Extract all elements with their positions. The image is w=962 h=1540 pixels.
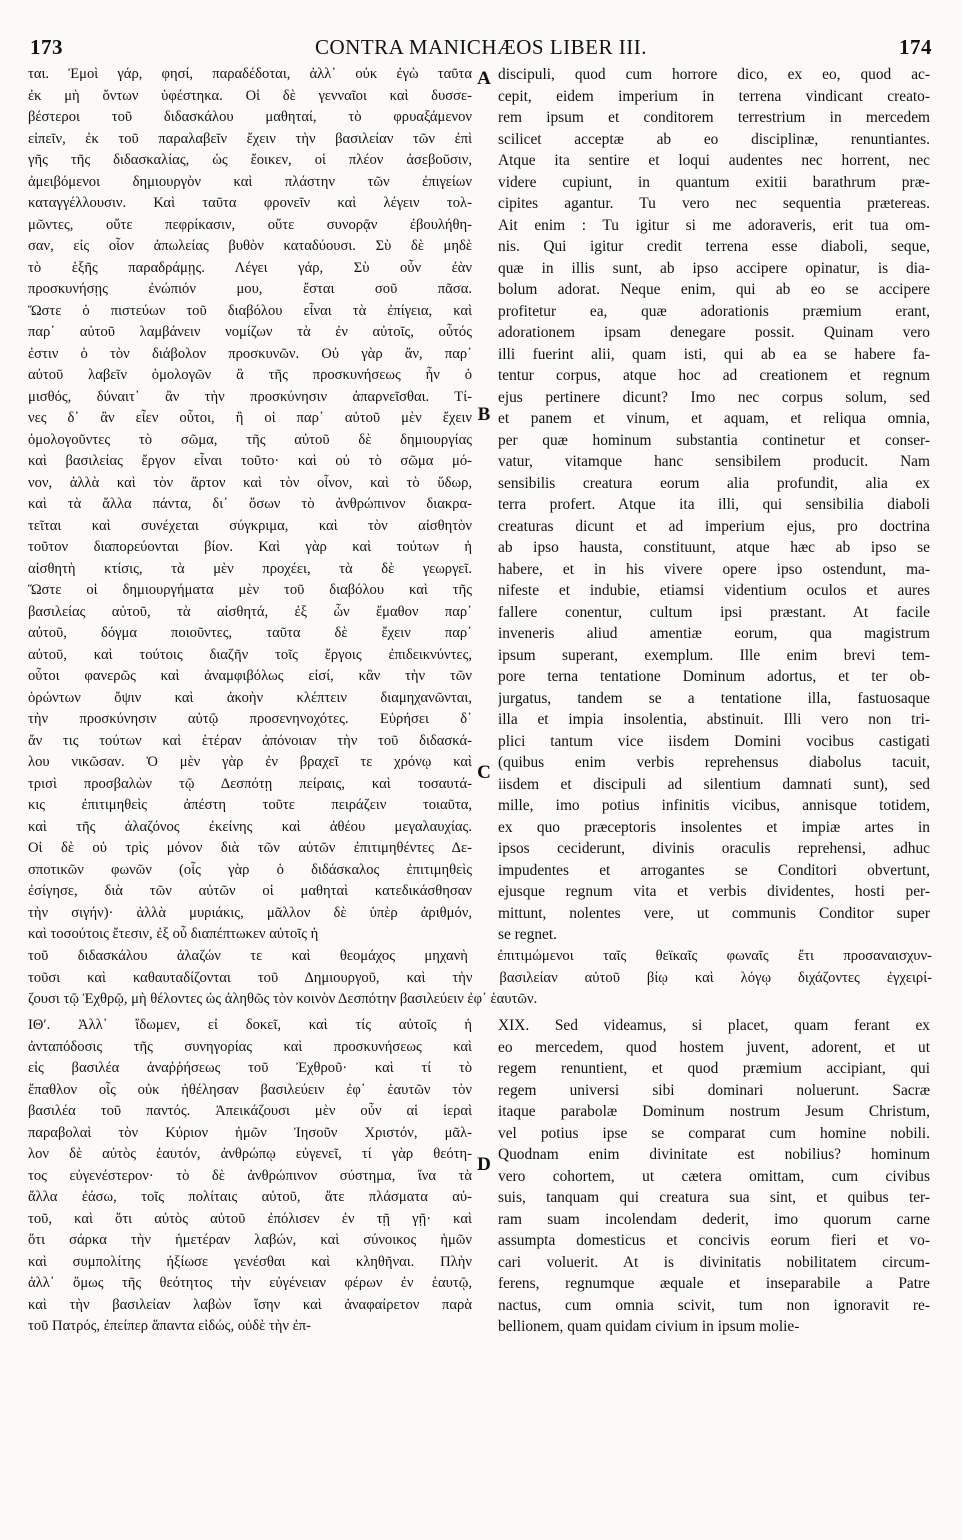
greek-text-line: τρισὶ προσβαλὼν τῷ Δεσπότῃ πείραις, καὶ τοσαυτά- (28, 775, 472, 792)
latin-text-line: quæ in illis sunt, ab ipso accipere opinatur, is dia- (498, 259, 930, 277)
latin-text-line: ejus pertinere dicunt? Imo nec corpus solum, sed (498, 388, 930, 406)
greek-text-line: τὴν προσκύνησιν αὐτῷ προσενηνοχότες. Εὑρήσει δ᾿ (28, 711, 472, 727)
running-header (30, 35, 932, 61)
greek-text-line: τοῦσι καὶ καθαυταδίζονται τοῦ Δημιουργοῦ, καὶ τὴν βασιλείαν αὐτοῦ βίῳ καὶ λόγῳ διχάζοντες ἐγχειρί- (28, 969, 932, 986)
greek-text-line: οὗτοι φανερῶς καὶ ἀναμφιβόλως εἰσί, κἂν τὴν τῶν (28, 668, 472, 684)
latin-text-line: regem universi sibi dominari noluerunt. Sacræ (498, 1081, 930, 1099)
greek-text-line: νες δ᾿ ἂν εἶεν οὗτοι, ἢ οἱ παρ᾿ αὐτοῦ μὲν ἔχειν (28, 410, 472, 426)
latin-text-line: (quibus enim verbis reprehensus diabolus tacuit, (498, 754, 930, 771)
greek-text-line: ΙΘʹ. Ἀλλ᾿ ἴδωμεν, εἰ δοκεῖ, καὶ τίς αὐτοῖς ἡ (28, 1017, 472, 1033)
latin-text-line: mille, imo potius infinitis vicibus, annisque totidem, (498, 797, 930, 814)
latin-text-line: nactus, cum omnia scivit, tum non ignoravit re- (498, 1296, 930, 1314)
latin-text-line: plici tantum vice iisdem Domini vocibus castigati (498, 732, 930, 750)
latin-text-line: mittunt, nolentes vere, ut communis Conditor super (498, 904, 930, 922)
latin-text-line: discipuli, quod cum horrore dico, ex eo, quod ac- (498, 66, 930, 83)
section-marker-b: B (477, 404, 491, 425)
latin-text-line: scilicet acceptæ ab eo disciplinæ, renuntiantes. (498, 130, 930, 148)
latin-text-line: cepit, eidem imperium in terrena vindicant creato- (498, 87, 930, 105)
latin-text-line: Quodnam enim divinitate est nobilius? hominum (498, 1146, 930, 1163)
latin-text-line: profitetur ea, quæ adorationis præmium erant, (498, 302, 930, 320)
greek-text-line: Ὥστε ὁ πιστεύων τοῦ διαβόλου εἶναι τὰ ἐπίγεια, καὶ (28, 302, 472, 319)
page-number-left: 173 (30, 35, 63, 59)
latin-text-line: tentur corpus, atque hoc ad creationem et regnum (498, 367, 930, 384)
greek-text-line: καταγγέλλουσιν. Καὶ ταῦτα φρονεῖν καὶ λέγειν τολ- (28, 195, 472, 211)
greek-text-line: αἰσθητὴ κτίσις, τὰ μὲν προχέει, τὰ δὲ γεωργεῖ. (28, 560, 472, 577)
latin-text-line: fallere conentur, cultum ipsi præstant. At facile (498, 603, 930, 621)
latin-text-line: vero cohortem, ut cætera omittam, cum civibus (498, 1167, 930, 1185)
greek-text-line: καὶ τῆς ἀλαζόνος ἐκείνης καὶ ἀθέου μεγαλαυχίας. (28, 818, 472, 835)
latin-text-line: et panem et vinum, et aquam, et reliqua omnia, (498, 410, 930, 427)
latin-text-line: illi fuerint alii, quam isti, qui ab ea se habere fa- (498, 345, 930, 363)
greek-text-line: λου νικῶσαν. Ὁ μὲν γὰρ ἐν βραχεῖ τε χρόνῳ καὶ (28, 754, 472, 770)
greek-text-line: Ὥστε οἱ δημιουργήματα μὲν τοῦ διαβόλου καὶ τῆς (28, 582, 472, 598)
latin-text-line: Atque ita sentire et loqui audentes nec horrent, nec (498, 152, 930, 169)
greek-column-top (28, 64, 472, 946)
latin-text-line: regem renuntient, et quod præmium accipiant, qui (498, 1060, 930, 1077)
latin-text-line: habere, et in his vivere opere ipso ostendunt, ma- (498, 560, 930, 578)
latin-text-line: impudentes et arrogantes se Conditori obvertunt, (498, 861, 930, 879)
section-marker-d: D (477, 1154, 491, 1175)
greek-text-line: ὅτι σάρκα τὴν ἡμετέραν λαβών, καὶ σύνοικος ἡμῶν (28, 1232, 472, 1248)
latin-text-line: ram suam incolendam dederit, imo quorum carne (498, 1210, 930, 1228)
greek-text-line: ὁμολογοῦντες τὸ σῶμα, τῆς αὐτοῦ δὲ δημιουργίας (28, 431, 472, 448)
latin-text-line: vel potius ipse se comparat cum homine nobili. (498, 1124, 930, 1142)
latin-text-line: nifeste et indubie, etiamsi videntium oculos et aures (498, 582, 930, 599)
latin-text-line: nis. Qui igitur credit terrena esse diaboli, seque, (498, 238, 930, 255)
latin-text-line: sensibilis creatura eorum alia profundit, alia ex (498, 474, 930, 492)
greek-text-line: ἐκ μὴ ὄντων ὑφέστηκα. Οἱ δὲ γενναῖοι καὶ δυσσε- (28, 87, 472, 104)
greek-text-line: τος εὐγενέστερον· τὸ δὲ ἀνθρώπινον σύστημα, ἵνα τὰ (28, 1167, 472, 1184)
latin-text-line: videre cupiunt, in quantum exitii barathrum præ- (498, 173, 930, 191)
greek-text-line: ἄλλα ἐάσω, τοῖς πολίταις αὐτοῦ, ἅτε πλάσματα αὐ- (28, 1189, 472, 1205)
greek-text-line: τεῖται καὶ συνέχεται σύγκριμα, καὶ τὸν αἰσθητὸν (28, 517, 472, 534)
greek-text-line: σποτικῶν φωνῶν (οἷς γὰρ ὁ διδάσκαλος ἐπιτιμηθεὶς (28, 861, 472, 878)
greek-text-line: εἰπεῖν, ἐκ τοῦ παραλαβεῖν ἔχειν τὴν βασιλείαν τῶν ἐπὶ (28, 130, 472, 147)
latin-text-line: jurgatus, tandem se a tentatione illa, fastuosaque (498, 689, 930, 707)
greek-text-line: αὐτοῦ λαβεῖν ὁμολογῶν ἃ τῆς προσκυνήσεως ἦν ὁ (28, 367, 472, 383)
greek-text-line: ἄν τις τούτων καὶ ἑτέραν ἀπόνοιαν τὴν τοῦ διδασκά- (28, 732, 472, 749)
greek-text-line: τοῦ, καὶ ὅτι αὐτὸς αὐτοῦ ἐπόλισεν ἐν τῇ γῇ· καὶ (28, 1210, 472, 1227)
greek-text-line: καὶ τὰ ἄλλα πάντα, δι᾿ ὅσων τὸ ἀνθρώπινον διακρα- (28, 496, 472, 512)
latin-text-line: ipsos ceciderunt, divinis oraculis reprehensi, adhuc (498, 840, 930, 857)
greek-text-line: καὶ τὴν βασιλείαν λαβὼν ἴσην καὶ ἀναφαίρετον παρὰ (28, 1296, 472, 1313)
latin-text-line: adorationem ipsam denegare possit. Quinam vero (498, 324, 930, 341)
latin-column-bottom (498, 1015, 930, 1338)
latin-text-line: se regnet. (498, 926, 557, 943)
greek-text-line: βέστεροι τοῦ διδασκάλου μαθηταί, τὸ φρυαξάμενον (28, 109, 472, 125)
greek-text-line: παραβολαὶ τὸν Κύριον ἡμῶν Ἰησοῦν Χριστόν, μᾶλ- (28, 1124, 472, 1141)
greek-text-line: καὶ βασιλείας ἔργον εἶναι τοῦτο· καὶ οὐ τὸ σῶμα μό- (28, 453, 472, 469)
greek-text-line: παρ᾿ αὐτοῦ λαμβάνειν νομίζων τὰ ἐν αὐτοῖς, οὗτός (28, 324, 472, 340)
latin-text-line: itaque parabolæ Dominum nostrum Jesum Christum, (498, 1103, 930, 1120)
greek-text-line: ἀμειβόμενοι δημιουργὸν καὶ πλάστην τῶν ἐπιγείων (28, 173, 472, 190)
latin-text-line: Ait enim : Tu igitur si me adoraveris, erit tua om- (498, 216, 930, 234)
greek-text-line: ζουσι τῷ Ἐχθρῷ, μὴ θέλοντες ὡς ἀληθῶς τὸν κοινὸν Δεσπότην βασιλεύειν ἐφ᾿ ἑαυτῶν. (28, 991, 538, 1007)
greek-text-line: βασιλείας αὐτοῦ, τὰ αἰσθητά, ἐξ ὧν ἔμαθον παρ᾿ (28, 603, 472, 620)
greek-text-line: βασιλέα τοῦ παντός. Ἀπεικάζουσι μὲν οὖν αἱ ἱεραὶ (28, 1103, 472, 1119)
greek-text-line: τοῦ διδασκάλου ἀλαζών τε καὶ θεομάχος μηχανὴ ἐπιτιμώμενοι ταῖς θεϊκαῖς φωναῖς ἔτι προσαναισχυν- (28, 948, 932, 964)
greek-text-line: προσκυνήσῃς ἐνώπιόν μου, ἔσται σοῦ πᾶσα. (28, 281, 472, 297)
greek-text-line: τὴν σιγήν)· ἀλλὰ μυριάκις, μᾶλλον δὲ ὑπὲρ ἀριθμόν, (28, 904, 472, 921)
latin-text-line: inveneris aliud amentiæ eorum, qua magistrum (498, 625, 930, 642)
greek-text-line: αὐτοῦ, δόγμα ποιοῦντες, ταῦτα δὲ ἔχειν παρ᾿ (28, 625, 472, 641)
greek-text-line: τοῦ Πατρός, ἐπείπερ ἅπαντα εἰδώς, οὐδὲ τὴν ἐπ- (28, 1318, 312, 1334)
greek-text-line: ται. Ἐμοὶ γάρ, φησί, παραδέδοται, ἀλλ᾿ οὐκ ἐγὼ ταῦτα (28, 66, 472, 82)
latin-text-line: ab ipso hausta, constituunt, atque hæc ab ipso se (498, 539, 930, 556)
latin-text-line: eo mercedem, quod hostem juvent, adorent, et ut (498, 1038, 930, 1056)
latin-text-line: vatur, vitamque hanc sensibilem producit. Nam (498, 453, 930, 470)
greek-text-line: ἔπαθλον οἷς οὐκ ἠθέλησαν βασιλεύειν ἐφ᾿ ἑαυτῶν τὸν (28, 1081, 472, 1098)
greek-text-line: Οἱ δὲ οὐ τρὶς μόνον διὰ τῶν αὐτῶν ἐπιτιμηθέντες Δε- (28, 840, 472, 856)
latin-text-line: bolum adorat. Neque enim, qui ab eo se accipere (498, 281, 930, 298)
full-width-greek-paragraph (28, 946, 932, 1011)
greek-text-line: αὐτοῦ, καὶ τούτοις διαζῆν τοῖς ἔργοις ἐπιδεικνύντες, (28, 646, 472, 663)
greek-text-line: ἐσίγησε, διὰ τῶν αὐτῶν οἱ μαθηταὶ κατεδικάσθησαν (28, 883, 472, 899)
latin-text-line: illa et impia insolentia, abstinuit. Illi vero non tri- (498, 711, 930, 728)
greek-text-line: λον δὲ αὐτὸς ἑαυτόν, ἀνθρώπῳ εὐγενεῖ, τί γὰρ θεότη- (28, 1146, 472, 1162)
greek-column-bottom (28, 1015, 472, 1338)
greek-text-line: σαν, εἰς οἷον ἀπωλείας βυθὸν καταδύουσι. Σὺ δὲ μηδὲ (28, 238, 472, 254)
greek-text-line: καὶ συμπολίτης ἠξίωσε γενέσθαι καὶ κληθῆναι. Πλὴν (28, 1253, 472, 1270)
greek-text-line: κις ἐπιτιμηθεὶς ἀπέστη τοῦτε πειράζειν τοιαῦτα, (28, 797, 472, 813)
section-marker-c: C (477, 762, 491, 783)
greek-text-line: ἐστιν ὁ τὸν διάβολον προσκυνῶν. Οὐ γὰρ ἄν, παρ᾿ (28, 345, 472, 362)
latin-text-line: ferens, regnumque æquale et inseparabile a Patre (498, 1275, 930, 1292)
latin-text-line: XIX. Sed videamus, si placet, quam ferant ex (498, 1017, 930, 1034)
latin-text-line: creaturas dicunt et ad imperium ejus, pro doctrina (498, 517, 930, 535)
greek-text-line: καὶ τοσούτοις ἔτεσιν, ἐξ οὗ διαπέπτωκεν αὐτοῖς ἡ (28, 926, 319, 942)
latin-text-line: assumpta domesticus et concivis eorum fieri et vo- (498, 1232, 930, 1249)
latin-text-line: bellionem, quam quidam civium in ipsum molie- (498, 1318, 800, 1335)
greek-text-line: μῶντες, οὔτε πεφρίκασιν, οὔτε συνορᾷν ἐβουλήθη- (28, 216, 472, 233)
greek-text-line: τοῦτον διαπορεύονται βίον. Καὶ γὰρ καὶ τούτων ἡ (28, 539, 472, 555)
section-marker-a: A (477, 68, 491, 89)
latin-text-line: suis, tanquam qui creatura sua sint, et quibus ter- (498, 1189, 930, 1206)
latin-text-line: terra profert. Atque ita illi, qui sensibilia diaboli (498, 496, 930, 513)
running-title: CONTRA MANICHÆOS LIBER III. (314, 35, 647, 59)
latin-text-line: ex quo præceptoris insolentes et impiæ artes in (498, 818, 930, 836)
greek-text-line: ἀλλ᾿ ὅμως τῆς θεότητος τὴν εὐγένειαν φέρων ἐν ἑαυτῷ, (28, 1275, 472, 1291)
latin-column-top (498, 64, 930, 946)
latin-text-line: cari voluerit. At is divinitatis nobilitatem circum- (498, 1253, 930, 1271)
latin-text-line: per quæ hominum substantia continetur et conser- (498, 431, 930, 449)
latin-text-line: ejusque regnum vita et verbis dividentes, hosti per- (498, 883, 930, 900)
greek-text-line: ὁρώντων ὄψιν καὶ ἀκοὴν κλέπτειν διαμηχανῶνται, (28, 689, 472, 706)
greek-text-line: εἰς βασιλέα ἀναῤῥήσεως τοῦ Ἐχθροῦ· καὶ τί τὸ (28, 1060, 472, 1076)
latin-text-line: iisdem et discipuli ad silentium damnati sunt), sed (498, 775, 930, 793)
greek-text-line: ἀνταπόδοσις τῆς συνηγορίας καὶ προσκυνήσεως καὶ (28, 1038, 472, 1055)
greek-text-line: νον, ἀλλὰ καὶ τὸν ἄρτον καὶ τὸν οἶνον, καὶ τὸ ὕδωρ, (28, 474, 472, 491)
greek-text-line: μισθός, δύναιτ᾿ ἂν τὴν προσκύνησιν ἀπαρνεῖσθαι. Τί- (28, 388, 472, 405)
latin-text-line: ipsum superant, exemplum. Ille enim brevi tem- (498, 646, 930, 664)
latin-text-line: cipites agantur. Tu vero nec sequentia prætereas. (498, 195, 930, 212)
page-number-right: 174 (899, 35, 932, 59)
greek-text-line: γῆς τῆς διδασκαλίας, ὡς ἔοικεν, οἱ πλέον ἀσεβοῦσιν, (28, 152, 472, 168)
latin-text-line: pore terna tentatione Dominum adortus, et ter ob- (498, 668, 930, 685)
latin-text-line: rem ipsum et conditorem terrestrium in mercedem (498, 109, 930, 126)
greek-text-line: τὸ ἑξῆς παραδράμῃς. Λέγει γάρ, Σὺ οὖν ἐὰν (28, 259, 472, 276)
